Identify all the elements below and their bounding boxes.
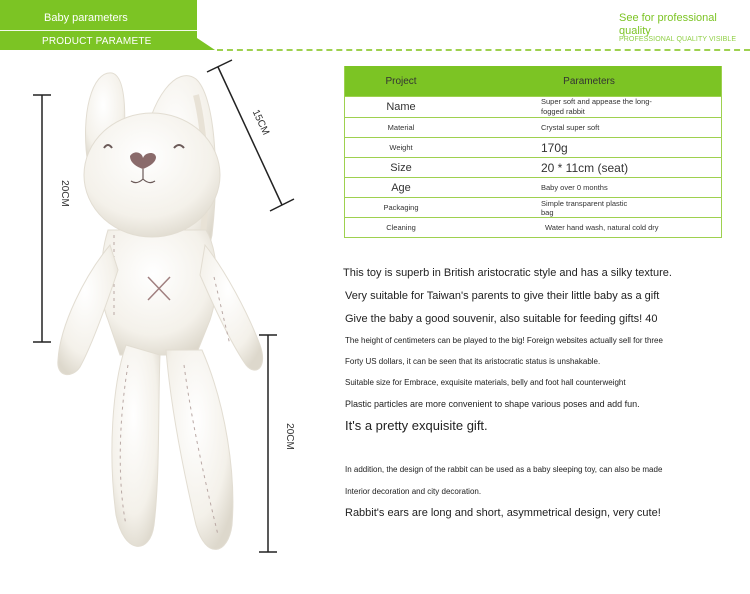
row-key: Material (345, 118, 458, 138)
table-row (345, 218, 722, 238)
table-row (345, 178, 722, 198)
dashed-divider (217, 49, 750, 51)
description-line-3: Give the baby a good souvenir, also suitable for feeding gifts! 40 (345, 313, 658, 325)
row-key: Size (345, 158, 458, 178)
description-line-7: Plastic particles are more convenient to shape various poses and add fun. (345, 399, 640, 409)
spec-table (344, 66, 722, 238)
rabbit-svg (0, 55, 340, 589)
dimension-body-label: 20CM (58, 180, 70, 207)
row-key: Weight (345, 138, 458, 158)
table-row (345, 158, 722, 178)
col-parameters: Parameters (457, 66, 722, 97)
table-row (345, 97, 722, 118)
table-row (345, 138, 722, 158)
description-line-10: Interior decoration and city decoration. (345, 487, 482, 496)
description-line-5: Forty US dollars, it can be seen that its aristocratic status is unshakable. (345, 357, 601, 366)
header-arrow (197, 38, 215, 50)
description-line-6: Suitable size for Embrace, exquisite materials, belly and foot hall counterweight (345, 378, 626, 387)
row-key: Cleaning (345, 218, 458, 238)
row-value: 170g (457, 138, 722, 158)
col-project: Project (345, 66, 458, 97)
quality-subtitle: PROFESSIONAL QUALITY VISIBLE (619, 36, 737, 43)
dimension-legs-label: 20CM (283, 423, 295, 450)
description-line-2: Very suitable for Taiwan's parents to give their little baby as a gift (345, 290, 660, 302)
description-line-9: In addition, the design of the rabbit can be used as a baby sleeping toy, can also be made (345, 465, 663, 474)
section-title: Baby parameters (44, 12, 128, 24)
row-value: Baby over 0 months (457, 178, 722, 198)
row-value: Water hand wash, natural cold dry (457, 218, 722, 238)
row-value: 20 * 11cm (seat) (457, 158, 722, 178)
body (101, 230, 216, 355)
row-key: Age (345, 178, 458, 198)
dimension-ear (207, 60, 294, 211)
row-key: Packaging (345, 198, 458, 218)
right-leg (166, 350, 233, 549)
dimension-legs (259, 335, 277, 552)
product-illustration (0, 55, 340, 589)
table-header-row (345, 66, 722, 97)
row-value: Crystal super soft (457, 118, 722, 138)
quality-title-line1: See for professional (619, 12, 717, 24)
table-row (345, 118, 722, 138)
quality-title-line2: quality (619, 25, 651, 37)
section-subtitle: PRODUCT PARAMETE (42, 36, 152, 47)
row-value: Simple transparent plastic bag (457, 198, 722, 218)
description-line-1: This toy is superb in British aristocratic style and has a silky texture. (343, 267, 672, 279)
left-leg (112, 345, 160, 546)
head (84, 113, 220, 237)
description-line-4: The height of centimeters can be played to the big! Foreign websites actually sell for three (345, 336, 663, 345)
row-key: Name (345, 97, 458, 118)
description-line-8: It's a pretty exquisite gift. (345, 418, 488, 433)
dimension-body (33, 95, 51, 342)
header-banner (0, 0, 197, 50)
row-value: Super soft and appease the long-fogged rabbit (457, 97, 722, 118)
table-row (345, 198, 722, 218)
quality-title (619, 12, 739, 43)
description-line-11: Rabbit's ears are long and short, asymmetrical design, very cute! (345, 507, 661, 519)
dimension-ear-label: 15CM (249, 108, 271, 137)
header-divider (0, 30, 197, 31)
